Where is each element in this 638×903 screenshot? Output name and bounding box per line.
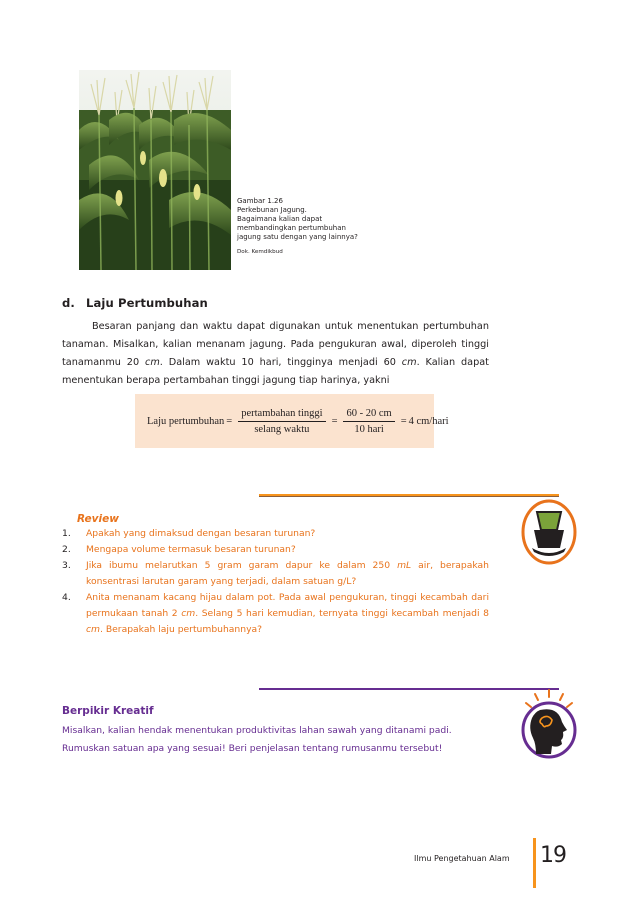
formula-fraction-2 bbox=[343, 408, 394, 435]
fraction-numerator: 60 - 20 cm bbox=[343, 408, 394, 422]
list-item bbox=[62, 526, 489, 542]
caption-line: membandingkan pertumbuhan bbox=[237, 224, 346, 232]
kreatif-text: Misalkan, kalian hendak menentukan produktivitas lahan sawah yang ditanami padi. Rumuskan satuan apa yang sesuai! Beri penjelasan tentang rumusanmu tersebut! bbox=[62, 725, 452, 754]
question-text: air, berapakah konsentrasi larutan garam yang terjadi, dalam satuan g/L? bbox=[86, 560, 490, 587]
list-item-number: 2. bbox=[62, 544, 71, 555]
formula-box bbox=[135, 394, 449, 448]
footer-book-title: Ilmu Pengetahuan Alam bbox=[414, 854, 510, 863]
question-text: Mengapa volume termasuk besaran turunan? bbox=[86, 544, 296, 555]
growth-rate-formula bbox=[147, 394, 449, 448]
fraction-denominator: selang waktu bbox=[254, 423, 310, 435]
section-number: d. bbox=[62, 296, 75, 310]
footer-divider bbox=[533, 838, 536, 888]
review-mortar-icon bbox=[520, 496, 578, 566]
corn-field-photo bbox=[79, 70, 231, 270]
list-item bbox=[62, 558, 489, 590]
figure-source: Dok. Kemdikbud bbox=[237, 249, 283, 255]
caption-line: Perkebunan Jagung. bbox=[237, 206, 307, 214]
formula-equals: = bbox=[331, 415, 338, 427]
page-number: 19 bbox=[540, 843, 566, 868]
question-text: . Selang 5 hari kemudian, ternyata tinggi kecambah menjadi 8 bbox=[195, 608, 489, 619]
list-item-number: 1. bbox=[62, 528, 71, 539]
question-text: . Berapakah laju pertumbuhannya? bbox=[100, 624, 263, 635]
fraction-denominator: 10 hari bbox=[354, 423, 384, 435]
list-item-text bbox=[86, 542, 489, 558]
formula-equals: = bbox=[400, 415, 407, 427]
unit-text: mL bbox=[397, 560, 412, 571]
list-item-number: 4. bbox=[62, 592, 71, 603]
unit-text: cm bbox=[86, 624, 101, 635]
list-item-text bbox=[86, 558, 489, 590]
caption-line: jagung satu dengan yang lainnya? bbox=[237, 233, 358, 241]
caption-line: Bagaimana kalian dapat bbox=[237, 215, 323, 223]
unit-text: cm bbox=[145, 357, 160, 368]
unit-text: cm bbox=[401, 357, 417, 368]
review-list bbox=[62, 526, 489, 638]
list-item-text bbox=[86, 526, 489, 542]
question-text: Jika ibumu melarutkan 5 gram garam dapur ke dalam 250 bbox=[86, 560, 398, 571]
list-item bbox=[62, 542, 489, 558]
list-item-number: 3. bbox=[62, 560, 71, 571]
thinking-head-icon bbox=[518, 688, 580, 760]
paragraph-text: . Kalian dapat menentukan berapa pertambahan tinggi jagung tiap harinya, yakni bbox=[62, 357, 489, 386]
formula-result: 4 cm/hari bbox=[408, 415, 449, 427]
paragraph-text: Besaran panjang dan waktu dapat digunakan untuk menentukan pertumbuhan tanaman. Misalkan, kalian menanam jagung. Pada pengukuran awal, diperoleh tinggi tanamanmu 20 bbox=[62, 321, 489, 368]
unit-text: cm bbox=[181, 608, 196, 619]
review-divider-accent bbox=[259, 494, 559, 496]
formula-equals: = bbox=[226, 415, 233, 427]
question-text: Apakah yang dimaksud dengan besaran turunan? bbox=[86, 528, 316, 539]
section-heading bbox=[62, 296, 208, 310]
caption-line: Gambar 1.26 bbox=[237, 197, 283, 205]
review-title: Review bbox=[77, 513, 119, 525]
list-item-text bbox=[86, 590, 489, 638]
figure-caption bbox=[237, 197, 377, 257]
kreatif-divider bbox=[259, 688, 559, 690]
paragraph-text: . Dalam waktu 10 hari, tingginya menjadi 60 bbox=[159, 357, 402, 368]
kreatif-title: Berpikir Kreatif bbox=[62, 705, 154, 717]
section-paragraph bbox=[62, 318, 489, 390]
section-title: Laju Pertumbuhan bbox=[86, 296, 208, 310]
formula-lhs: Laju pertumbuhan bbox=[147, 415, 225, 427]
fraction-numerator: pertambahan tinggi bbox=[238, 408, 325, 422]
list-item bbox=[62, 590, 489, 638]
formula-fraction-1 bbox=[238, 408, 325, 435]
question-text: Anita menanam kacang hijau dalam pot. Pada awal pengukuran, tinggi kecambah dari permukaan tanah 2 bbox=[86, 592, 489, 619]
